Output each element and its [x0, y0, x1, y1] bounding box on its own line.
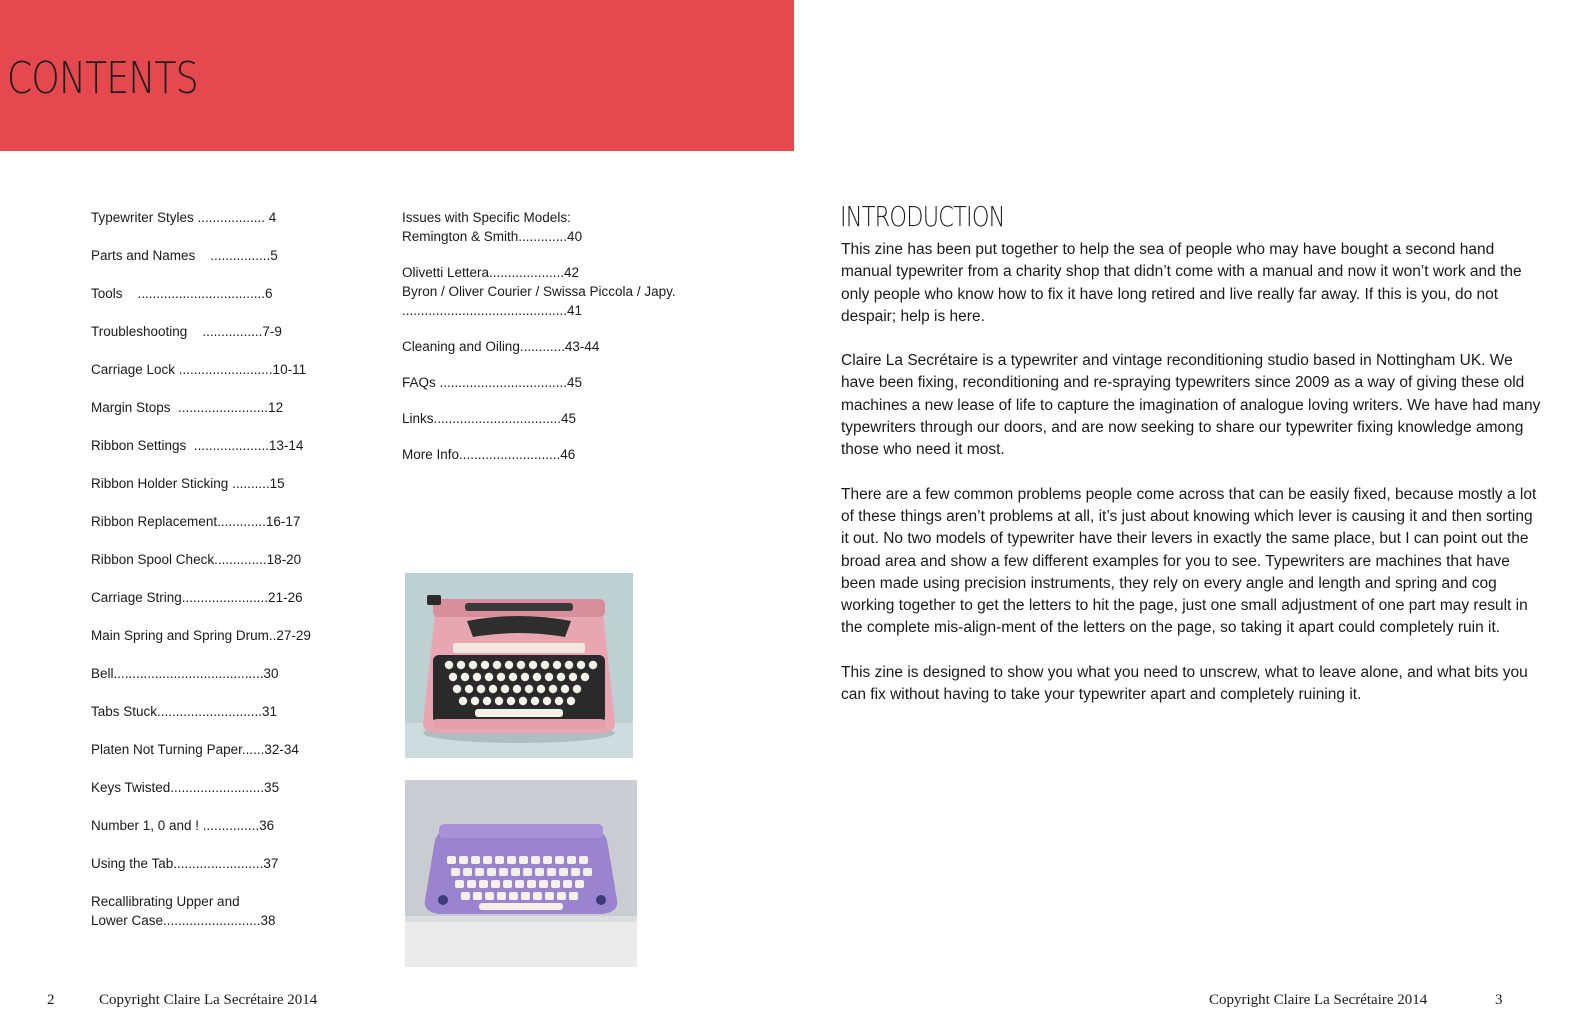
toc-column-left: [91, 208, 311, 949]
toc-entry: Cleaning and Oiling............43-44: [402, 339, 600, 354]
contents-title: CONTENTS: [7, 53, 198, 104]
toc-entry: Main Spring and Spring Drum..27-29: [91, 628, 311, 643]
toc-column-right: [402, 208, 676, 481]
toc-entry: Recallibrating Upper and Lower Case..........................38: [91, 894, 276, 928]
toc-entry: Bell........................................30: [91, 666, 279, 681]
right-page-number: 3: [1495, 992, 1503, 1008]
toc-entry: Margin Stops ........................12: [91, 400, 284, 415]
toc-entry: Tabs Stuck............................31: [91, 704, 278, 719]
toc-entry: More Info...........................46: [402, 447, 576, 462]
toc-entry: FAQs ..................................45: [402, 375, 583, 390]
left-page-number: 2: [47, 992, 55, 1008]
toc-entry: Troubleshooting ................7-9: [91, 324, 282, 339]
toc-entry: Ribbon Holder Sticking ..........15: [91, 476, 285, 491]
pink-typewriter-photo: [405, 573, 633, 758]
toc-entry: Tools ..................................6: [91, 286, 273, 301]
toc-entry: Ribbon Replacement.............16-17: [91, 514, 301, 529]
intro-paragraph: There are a few common problems people come across that can be easily fixed, because mostly a lot of these things aren’t problems at all, it’s just about knowing which lever is causing it and then sorting it out. No two models of typewriter have their levers in exactly the same place, but I can point out the broad area and show a few different examples for you to see. Typewriters are machines that have been made using precision instruments, they rely on every angle and length and spring and cog working together to get the letters to hit the page, just one small adjustment of one part may result in the complete mis-align-ment of the letters on the page, so taking it apart could completely ruin it.: [841, 485, 1537, 637]
toc-entry: Carriage String.......................21-26: [91, 590, 303, 605]
introduction-body: [841, 239, 1541, 728]
right-copyright: Copyright Claire La Secrétaire 2014: [1209, 992, 1428, 1008]
intro-paragraph: Claire La Secrétaire is a typewriter and vintage reconditioning studio based in Nottingham UK. We have been fixing, reconditioning and re-spraying typewriters since 2009 as a way of giving these old machines a new lease of life to capture the imagination of analogue loving writers. We have had many typewriters through our doors, and are now seeking to share our typewriter fixing knowledge among those who need it most.: [841, 352, 1541, 459]
toc-entry: Typewriter Styles .................. 4: [91, 210, 277, 225]
toc-entry: Byron / Oliver Courier / Swissa Piccola / Japy. ............................................41: [402, 284, 676, 318]
toc-entry: Ribbon Spool Check..............18-20: [91, 552, 302, 567]
toc-entry: Number 1, 0 and ! ...............36: [91, 818, 275, 833]
toc-entry: Issues with Specific Models: Remington & Smith.............40: [402, 210, 583, 244]
toc-entry: Links..................................45: [402, 411, 577, 426]
toc-entry: Ribbon Settings ....................13-14: [91, 438, 304, 453]
toc-entry: Carriage Lock .........................10-11: [91, 362, 307, 377]
lilac-typewriter-photo: [405, 780, 637, 967]
toc-entry: Platen Not Turning Paper......32-34: [91, 742, 299, 757]
left-copyright: Copyright Claire La Secrétaire 2014: [99, 992, 318, 1008]
toc-entry: Keys Twisted.........................35: [91, 780, 280, 795]
introduction-title: INTRODUCTION: [840, 200, 1005, 233]
toc-entry: Olivetti Lettera....................42: [402, 265, 580, 280]
toc-entry: Using the Tab........................37: [91, 856, 279, 871]
toc-entry: Parts and Names ................5: [91, 248, 278, 263]
intro-paragraph: This zine has been put together to help the sea of people who may have bought a second hand manual typewriter from a charity shop that didn’t come with a manual and now it won’t work and the only people who know how to fix it have long retired and live really far away. If this is you, do not despair; help is here.: [841, 241, 1522, 325]
intro-paragraph: This zine is designed to show you what you need to unscrew, what to leave alone, and what bits you can fix without having to take your typewriter apart and completely ruining it.: [841, 663, 1528, 704]
